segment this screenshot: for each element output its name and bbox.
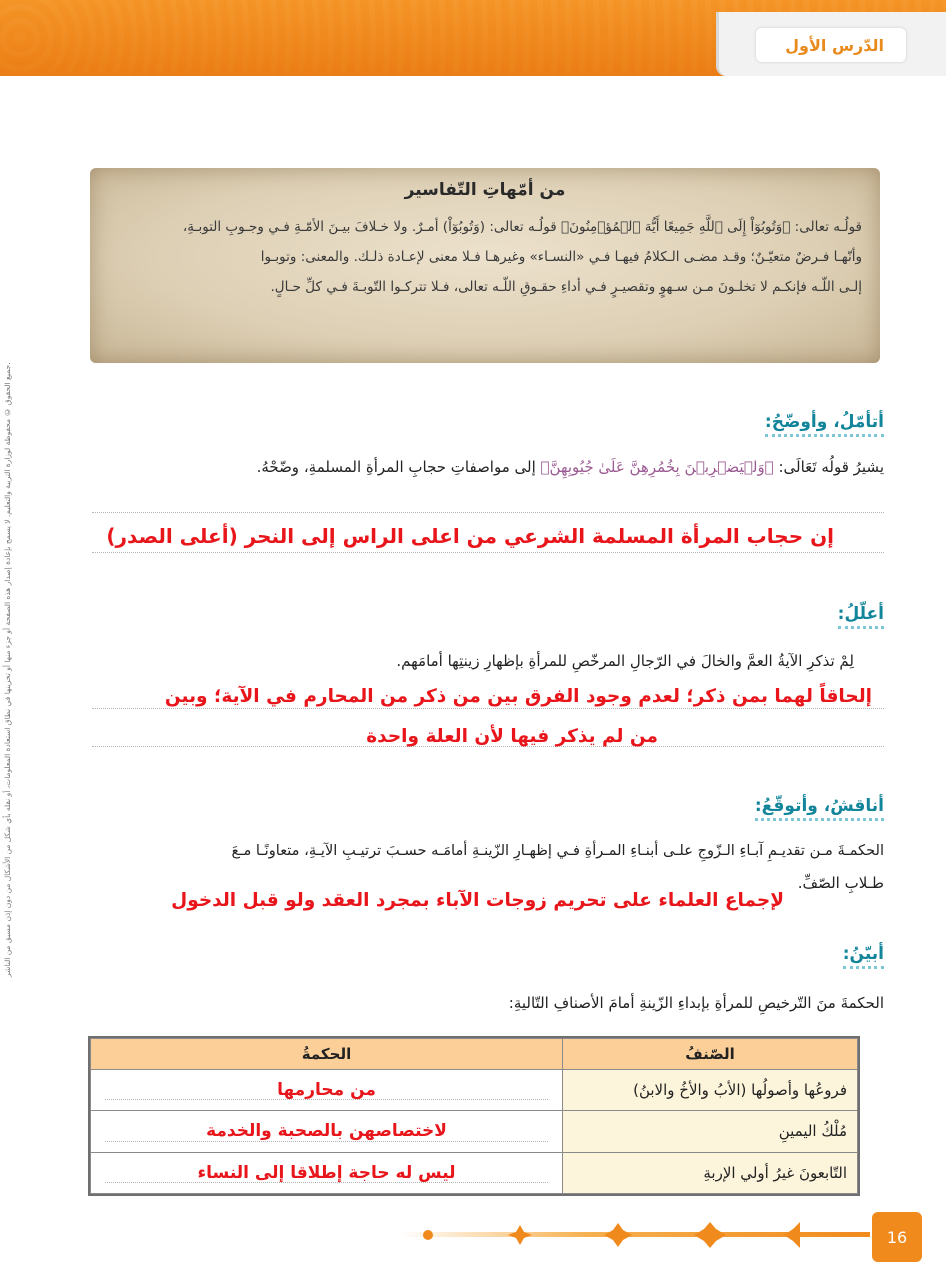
answer-discuss: لإجماع العلماء على تحريم زوجات الآباء بمجرد العقد ولو قبل الدخول	[171, 890, 784, 911]
answer-line	[92, 708, 884, 709]
star-icon	[694, 1222, 726, 1248]
wisdom-table	[88, 1036, 860, 1196]
kind-cell: التّابعونَ غيرُ أولي الإربةِ	[563, 1152, 858, 1193]
lesson-label: الدّرس الأول	[756, 28, 906, 62]
star-icon	[604, 1223, 632, 1247]
prompt-clarify: الحكمةَ منَ التّرخيصِ للمرأةِ بإبداءِ الزّينةِ أمامَ الأصنافِ التّاليةِ:	[508, 994, 884, 1012]
heading-discuss: أناقشُ، وأتوقّعُ:	[755, 796, 884, 821]
tafsir-line: إلـى اللّـه فإنكـم لا تخلـونَ مـن سـهوٍ وتقصيـرٍ فـي أداءِ حقـوقِ اللّـه تعالى، فـلا تتركـوا التّوبـةَ فـي كلِّ حـالٍ.	[270, 279, 862, 295]
table-row	[91, 1111, 858, 1152]
wisdom-answer: لاختصاصهن بالصحبة والخدمة	[206, 1121, 447, 1142]
wisdom-cell	[91, 1152, 563, 1193]
answer-line	[92, 512, 884, 513]
answer-line	[92, 552, 884, 553]
quran-verse: ﴿وَلۡيَضۡرِبۡنَ بِخُمُرِهِنَّ عَلَىٰ جُيُوبِهِنَّ﴾	[540, 458, 774, 476]
tafsir-text	[112, 212, 862, 302]
footer-stars	[420, 1222, 800, 1252]
answer-justify-2: من لم يذكر فيها لأن العلة واحدة	[366, 726, 658, 747]
star-icon	[784, 1222, 800, 1248]
copyright-note: جميع الحقوق © محفوظة لوزارة التربية والتعليم. لا يسمح بإعادة إصدار هذه الصفحة أو جزء منها أو تخزينها في نطاق استعادة المعلومات، أو نقله بأي شكل من الأشكال من دون إذن مسبق من الناشر.	[3, 362, 12, 978]
page-number: 16	[872, 1212, 922, 1262]
kind-cell: فروعُها وأصولُها (الأبُ والأخُ والابنُ)	[563, 1070, 858, 1111]
prompt-end: إلى مواصفاتِ حجابِ المرأةِ المسلمةِ، وضّحْهُ.	[256, 458, 541, 476]
tafsir-title: من أمّهاتِ التّفاسير	[404, 180, 566, 200]
wisdom-cell	[91, 1111, 563, 1152]
heading-clarify: أبيّنُ:	[843, 944, 884, 969]
wisdom-answer: ليس له حاجة إطلاقا إلى النساء	[197, 1162, 456, 1183]
table-row	[91, 1152, 858, 1193]
answer-contemplate: إن حجاب المرأة المسلمة الشرعي من اعلى الراس إلى النحر (أعلى الصدر)	[106, 524, 834, 548]
column-header-kind: الصّنفُ	[563, 1039, 858, 1070]
table-row	[91, 1070, 858, 1111]
heading-contemplate: أتأمّلُ، وأوضّحُ:	[765, 412, 884, 437]
tafsir-line: قولُـه تعالى: ﴿وَتُوبُوٓاْ إِلَى ٱللَّهِ جَمِيعًا أَيُّهَ ٱلۡمُؤۡمِنُونَ﴾ قولُـه تعالى: (وَتُوبُوٓاْ) أمـرٌ. ولا خـلافَ بيـنَ الأمّـةِ فـي وجـوبِ التوبـةِ،	[182, 219, 862, 235]
wisdom-cell	[91, 1070, 563, 1111]
prompt-contemplate	[257, 458, 884, 476]
column-header-wisdom: الحكمةُ	[91, 1039, 563, 1070]
wisdom-answer: من محارمها	[277, 1080, 376, 1101]
prompt-discuss-1: الحكمـةَ مـن تقديـمِ آبـاءِ الـزّوجِ علـى أبنـاءِ المـرأةِ فـي إظهـارِ الزّينـةِ أمامَـه حسـبَ ترتيـبِ الآيـةِ، متعاونًـا مـعَ	[231, 842, 884, 859]
heading-justify: أعلّلُ:	[838, 604, 884, 629]
tafsir-line: وأنّهـا فـرضٌ متعيّـنٌ؛ وقـد مضـى الـكلامُ فيهـا فـي «النسـاء» وغيرهـا فـلا معنى لإعـادة ذلـك. والمعنى: وتوبـوا	[260, 249, 862, 265]
star-icon	[508, 1225, 532, 1245]
kind-cell: مُلْكُ اليمينِ	[563, 1111, 858, 1152]
star-icon	[423, 1230, 433, 1240]
prompt-justify: لِمْ تذكرِ الآيةُ العمَّ والخالَ في الرّجالِ المرخّصِ للمرأةِ بإظهارِ زينتِها أمامَهم.	[396, 652, 854, 670]
prompt-discuss-2: طـلابِ الصّفِّ.	[797, 874, 884, 892]
answer-justify-1: إلحاقاً لهما بمن ذكر؛ لعدم وجود الفرق بين من ذكر من المحارم في الآية؛ وبين	[164, 686, 872, 707]
prompt-start: يشيرُ قولُه تَعَالَى:	[773, 458, 884, 476]
